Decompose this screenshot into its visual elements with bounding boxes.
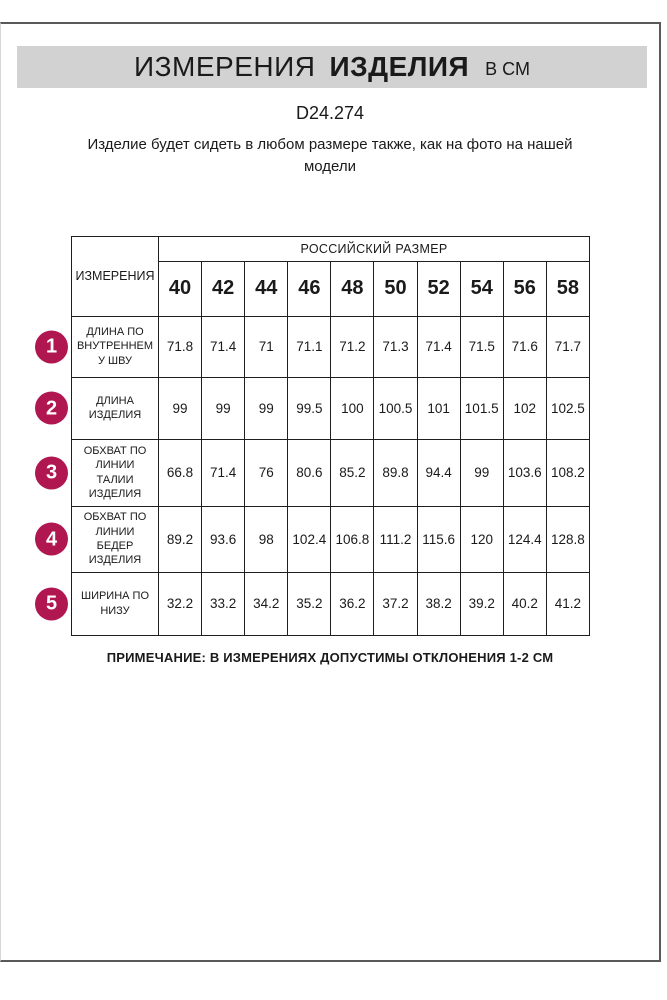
row-number-badge: 5 [35,587,68,620]
value-cell: 89.8 [374,439,417,506]
value-cell: 102 [503,377,546,439]
value-cell: 94.4 [417,439,460,506]
measurement-label-cell [45,439,159,506]
value-cell: 71.3 [374,316,417,377]
value-cell: 100 [331,377,374,439]
value-cell: 71.1 [288,316,331,377]
value-cell: 71.4 [202,439,245,506]
value-cell: 38.2 [417,572,460,635]
measurement-label-cell [45,572,159,635]
value-cell: 66.8 [159,439,202,506]
measurement-label: ОБХВАТ ПО ЛИНИИ ТАЛИИ ИЗДЕЛИЯ [83,444,147,500]
tolerance-note: ПРИМЕЧАНИЕ: В ИЗМЕРЕНИЯХ ДОПУСТИМЫ ОТКЛОНЕНИЯ 1-2 СМ [106,649,554,665]
size-table [45,236,590,636]
value-cell: 115.6 [417,506,460,572]
row-number-badge: 4 [35,523,68,556]
value-cell: 76 [245,439,288,506]
row-number-badge: 1 [35,330,68,363]
value-cell: 128.8 [546,506,589,572]
value-cell: 99 [159,377,202,439]
value-cell: 98 [245,506,288,572]
value-cell: 34.2 [245,572,288,635]
value-cell: 71.5 [460,316,503,377]
fit-description: Изделие будет сидеть в любом размере также, как на фото на нашей модели [87,136,573,175]
value-cell: 71.4 [202,316,245,377]
size-column-header: 56 [503,261,546,316]
value-cell: 101.5 [460,377,503,439]
value-cell: 102.5 [546,377,589,439]
table-row [72,316,590,377]
value-cell: 71.2 [331,316,374,377]
value-cell: 35.2 [288,572,331,635]
page-title-secondary: ИЗДЕЛИЯ [329,51,470,82]
value-cell: 37.2 [374,572,417,635]
measurement-label-cell [45,506,159,572]
row-number-badge: 2 [35,392,68,425]
value-cell: 85.2 [331,439,374,506]
group-header-row [72,236,590,261]
title-bar [17,46,647,88]
value-cell: 33.2 [202,572,245,635]
value-cell: 108.2 [546,439,589,506]
size-column-header: 50 [374,261,417,316]
size-table-wrap [45,236,589,665]
value-cell: 106.8 [331,506,374,572]
size-column-header: 44 [245,261,288,316]
measurements-column-header: ИЗМЕРЕНИЯ [72,236,159,316]
value-cell: 99.5 [288,377,331,439]
value-cell: 80.6 [288,439,331,506]
value-cell: 120 [460,506,503,572]
value-cell: 103.6 [503,439,546,506]
table-row [72,506,590,572]
value-cell: 99 [202,377,245,439]
size-column-header: 48 [331,261,374,316]
value-cell: 41.2 [546,572,589,635]
size-group-header: РОССИЙСКИЙ РАЗМЕР [159,236,590,261]
value-cell: 40.2 [503,572,546,635]
table-row [72,572,590,635]
measurement-label: ДЛИНА ПО ВНУТРЕННЕМУ ШВУ [76,326,154,367]
value-cell: 102.4 [288,506,331,572]
size-column-header: 54 [460,261,503,316]
value-cell: 99 [245,377,288,439]
model-code: D24.274 [295,103,365,123]
size-column-header: 46 [288,261,331,316]
page-title: ИЗМЕРЕНИЯ [134,51,316,82]
value-cell: 101 [417,377,460,439]
size-column-header: 40 [159,261,202,316]
value-cell: 111.2 [374,506,417,572]
value-cell: 71.4 [417,316,460,377]
size-column-header: 42 [202,261,245,316]
size-column-header: 58 [546,261,589,316]
value-cell: 36.2 [331,572,374,635]
measurement-label: ДЛИНА ИЗДЕЛИЯ [88,394,142,421]
measurement-label-cell [45,377,159,439]
value-cell: 71.8 [159,316,202,377]
table-row [72,377,590,439]
value-cell: 71 [245,316,288,377]
row-number-badge: 3 [35,456,68,489]
value-cell: 71.7 [546,316,589,377]
size-table-body [45,316,590,635]
value-cell: 93.6 [202,506,245,572]
value-cell: 89.2 [159,506,202,572]
value-cell: 39.2 [460,572,503,635]
page-frame [0,22,661,962]
units-label: В СМ [485,58,530,79]
measurement-label-cell [45,316,159,377]
measurement-label: ОБХВАТ ПО ЛИНИИ БЕДЕР ИЗДЕЛИЯ [83,511,147,567]
value-cell: 99 [460,439,503,506]
value-cell: 71.6 [503,316,546,377]
value-cell: 32.2 [159,572,202,635]
table-row [72,439,590,506]
size-column-header: 52 [417,261,460,316]
measurement-label: ШИРИНА ПО НИЗУ [80,590,150,617]
value-cell: 124.4 [503,506,546,572]
value-cell: 100.5 [374,377,417,439]
